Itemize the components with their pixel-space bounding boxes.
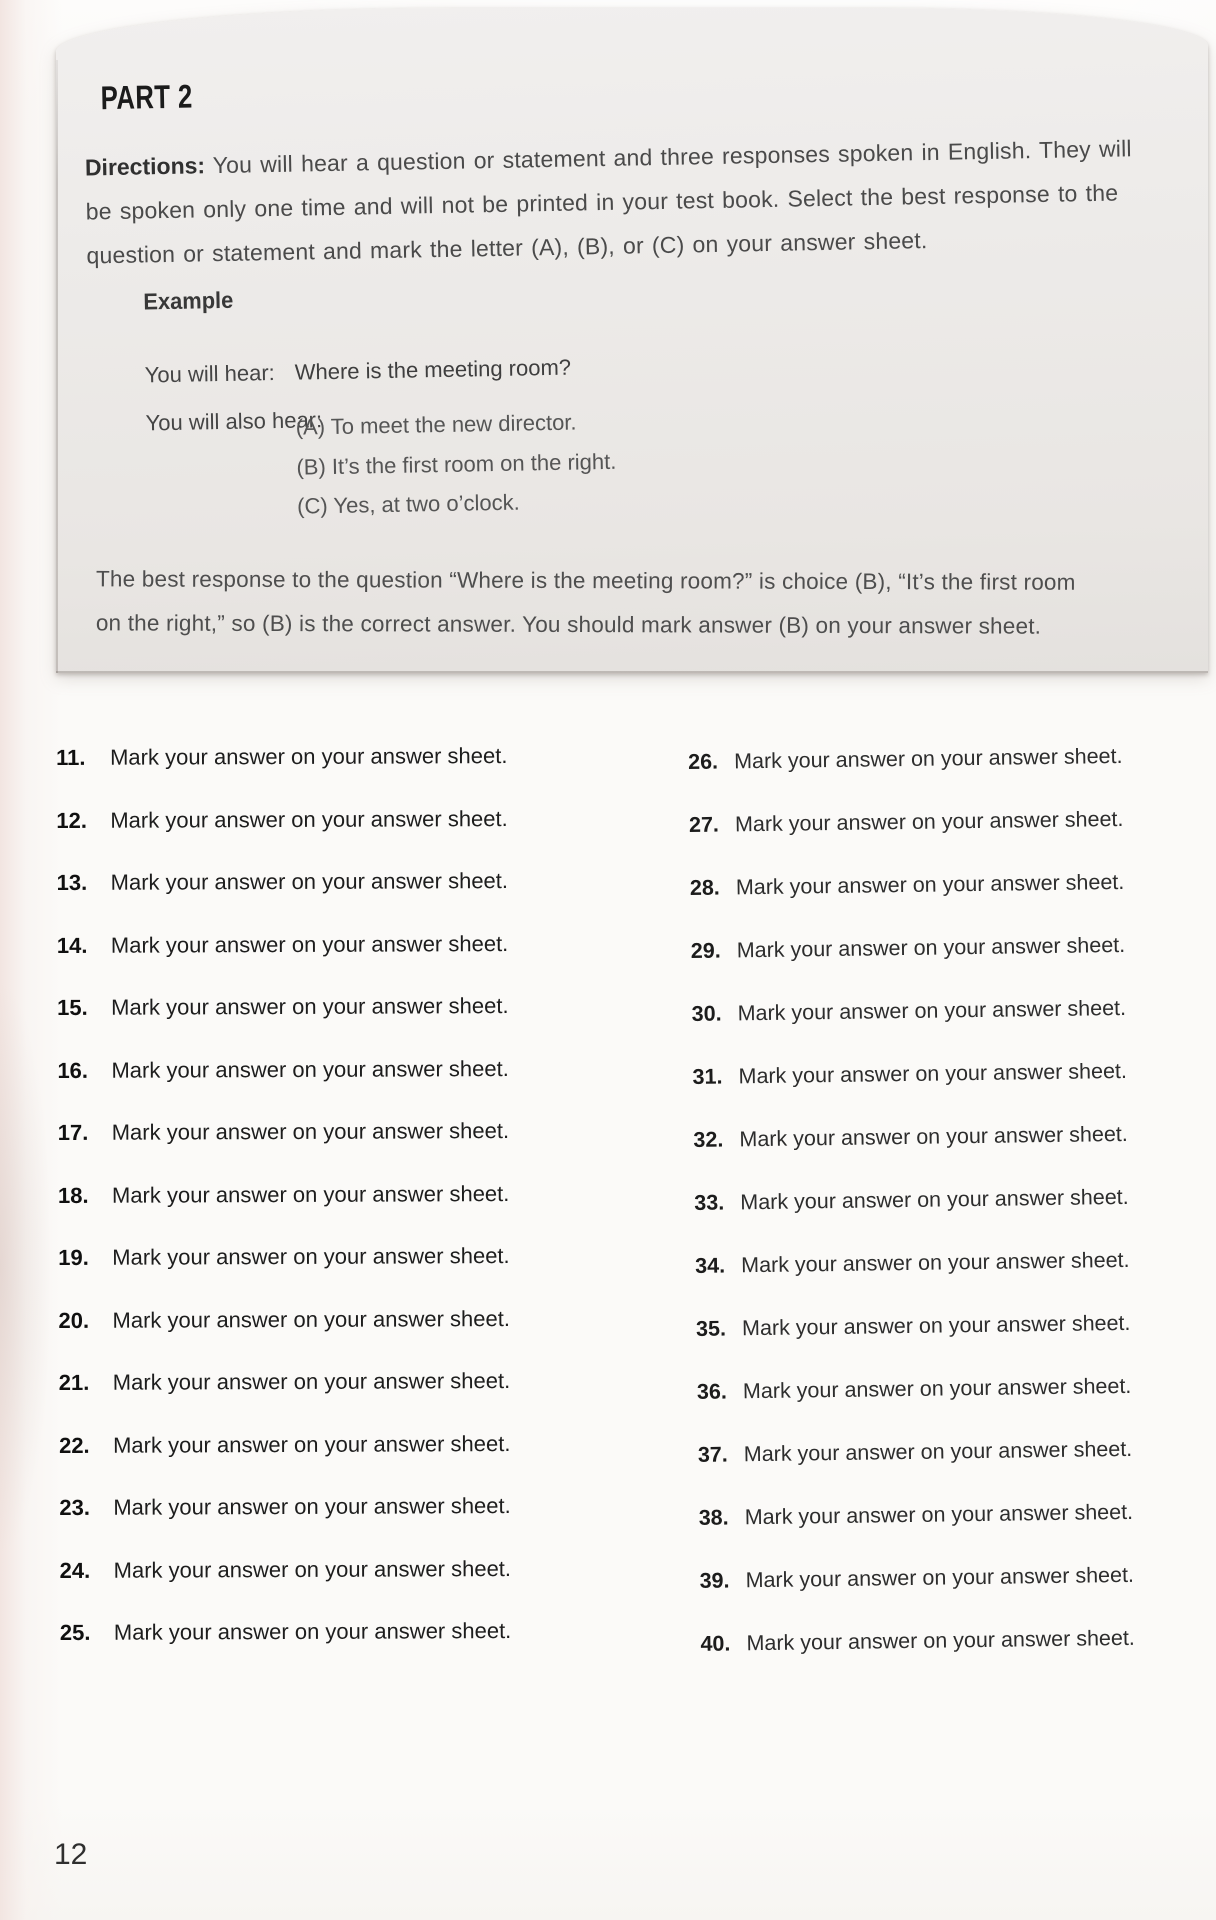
explanation-line: on the right,” so (B) is the correct answer. You should mark answer (B) on your answer sheet.: [95, 610, 1042, 639]
question-text: Mark your answer on your answer sheet.: [734, 806, 1124, 837]
question-number: 14.: [56, 932, 88, 958]
question-number: 13.: [56, 869, 88, 895]
example-heading: Example: [143, 286, 234, 315]
question-row: [699, 1500, 1134, 1530]
directions-panel-content: [56, 0, 1216, 673]
hear-question: Where is the meeting room?: [294, 354, 572, 385]
question-row: [58, 1307, 510, 1333]
question-number: 40.: [700, 1631, 731, 1656]
question-number: 19.: [58, 1244, 89, 1270]
question-row: [60, 1557, 512, 1583]
question-text: Mark your answer on your answer sheet.: [746, 1625, 1135, 1656]
question-text: Mark your answer on your answer sheet.: [738, 1058, 1128, 1089]
example-options: [295, 402, 617, 526]
question-row: [56, 807, 508, 833]
question-number: 17.: [57, 1119, 89, 1145]
question-number: 28.: [689, 875, 720, 900]
left-question-column: [56, 744, 511, 1645]
question-row: [688, 744, 1123, 774]
question-text: Mark your answer on your answer sheet.: [743, 1436, 1133, 1467]
question-text: Mark your answer on your answer sheet.: [113, 1493, 511, 1520]
question-row: [695, 1248, 1130, 1278]
question-row: [690, 870, 1125, 900]
question-number: 34.: [695, 1253, 726, 1278]
question-row: [694, 1185, 1129, 1215]
question-number: 18.: [57, 1182, 89, 1208]
question-row: [692, 996, 1127, 1026]
question-text: Mark your answer on your answer sheet.: [742, 1373, 1132, 1404]
question-number: 39.: [699, 1568, 730, 1593]
question-number: 12.: [56, 807, 87, 833]
question-row: [693, 1122, 1128, 1152]
question-row: [698, 1437, 1133, 1467]
question-number: 35.: [695, 1316, 727, 1341]
explanation-line: The best response to the question “Where is the meeting room?” is choice (B), “It’s the first room: [95, 566, 1076, 595]
example-option-c: (C) Yes, at two o’clock.: [296, 489, 520, 519]
part-title: PART 2: [100, 77, 193, 117]
question-text: Mark your answer on your answer sheet.: [736, 932, 1126, 963]
question-row: [697, 1374, 1132, 1404]
question-text: Mark your answer on your answer sheet.: [112, 1368, 511, 1395]
directions-paragraph: [85, 125, 1202, 277]
example-hear-row: [145, 355, 572, 389]
question-text: Mark your answer on your answer sheet.: [741, 1247, 1130, 1278]
question-text: Mark your answer on your answer sheet.: [733, 743, 1123, 774]
question-number: 30.: [691, 1001, 722, 1026]
explanation-paragraph: [96, 557, 1191, 649]
question-text: Mark your answer on your answer sheet.: [735, 869, 1125, 900]
question-row: [59, 1494, 511, 1520]
question-text: Mark your answer on your answer sheet.: [113, 1555, 512, 1583]
question-text: Mark your answer on your answer sheet.: [111, 1180, 510, 1208]
right-question-column: [688, 744, 1135, 1656]
example-option-a: (A) To meet the new director.: [295, 409, 577, 440]
question-text: Mark your answer on your answer sheet.: [111, 993, 509, 1020]
example-also-hear-row: [145, 402, 617, 529]
also-hear-label: You will also hear:: [145, 407, 323, 436]
question-row: [58, 1119, 510, 1145]
directions-line: be spoken only one time and will not be printed in your test book. Select the best response to the: [85, 179, 1119, 225]
question-number: 37.: [697, 1442, 728, 1467]
question-text: Mark your answer on your answer sheet.: [741, 1310, 1131, 1341]
hear-label: You will hear:: [144, 360, 275, 388]
question-number: 36.: [696, 1379, 728, 1404]
question-row: [57, 932, 509, 958]
question-row: [696, 1311, 1131, 1341]
question-row: [59, 1432, 511, 1458]
question-row: [57, 994, 509, 1020]
question-text: Mark your answer on your answer sheet.: [113, 1618, 512, 1645]
question-row: [56, 744, 508, 770]
question-number: 26.: [688, 749, 719, 774]
question-text: Mark your answer on your answer sheet.: [737, 995, 1127, 1026]
question-number: 31.: [692, 1064, 723, 1089]
question-number: 25.: [59, 1619, 91, 1645]
question-text: Mark your answer on your answer sheet.: [110, 805, 508, 833]
question-number: 33.: [694, 1190, 725, 1215]
question-number: 11.: [55, 744, 86, 770]
question-text: Mark your answer on your answer sheet.: [112, 1243, 510, 1270]
question-row: [60, 1619, 512, 1645]
question-number: 21.: [58, 1369, 90, 1395]
question-number: 16.: [57, 1057, 89, 1083]
directions-panel: [56, 8, 1208, 673]
question-text: Mark your answer on your answer sheet.: [109, 743, 508, 770]
directions-label: Directions:: [84, 152, 206, 181]
directions-line-text: You will hear a question or statement and three responses spoken in English. They will: [212, 135, 1132, 179]
question-text: Mark your answer on your answer sheet.: [739, 1121, 1128, 1152]
question-row: [59, 1369, 511, 1395]
question-text: Mark your answer on your answer sheet.: [110, 930, 509, 958]
question-row: [58, 1182, 510, 1208]
question-row: [699, 1563, 1134, 1593]
question-text: Mark your answer on your answer sheet.: [111, 1055, 509, 1083]
question-text: Mark your answer on your answer sheet.: [744, 1499, 1134, 1530]
question-row: [700, 1626, 1135, 1656]
question-row: [689, 807, 1124, 837]
question-number: 38.: [698, 1505, 729, 1530]
example-option-b: (B) It’s the first room on the right.: [296, 448, 617, 480]
question-row: [57, 869, 509, 895]
question-number: 23.: [59, 1494, 90, 1520]
question-text: Mark your answer on your answer sheet.: [110, 868, 509, 895]
question-text: Mark your answer on your answer sheet.: [112, 1430, 511, 1458]
question-number: 22.: [58, 1432, 90, 1458]
question-number: 20.: [58, 1307, 90, 1333]
question-row: [692, 1059, 1127, 1089]
page-number: 12: [54, 1838, 88, 1871]
directions-line: question or statement and mark the letter (A), (B), or (C) on your answer sheet.: [86, 227, 928, 269]
question-number: 29.: [690, 938, 721, 963]
question-number: 32.: [693, 1127, 724, 1152]
question-text: Mark your answer on your answer sheet.: [111, 1118, 510, 1145]
question-text: Mark your answer on your answer sheet.: [745, 1562, 1135, 1593]
question-number: 27.: [688, 812, 720, 837]
question-row: [57, 1057, 509, 1083]
question-text: Mark your answer on your answer sheet.: [740, 1184, 1129, 1215]
question-number: 15.: [57, 994, 88, 1020]
question-row: [58, 1244, 510, 1270]
question-number: 24.: [59, 1557, 91, 1583]
question-row: [691, 933, 1126, 963]
question-text: Mark your answer on your answer sheet.: [112, 1305, 510, 1333]
